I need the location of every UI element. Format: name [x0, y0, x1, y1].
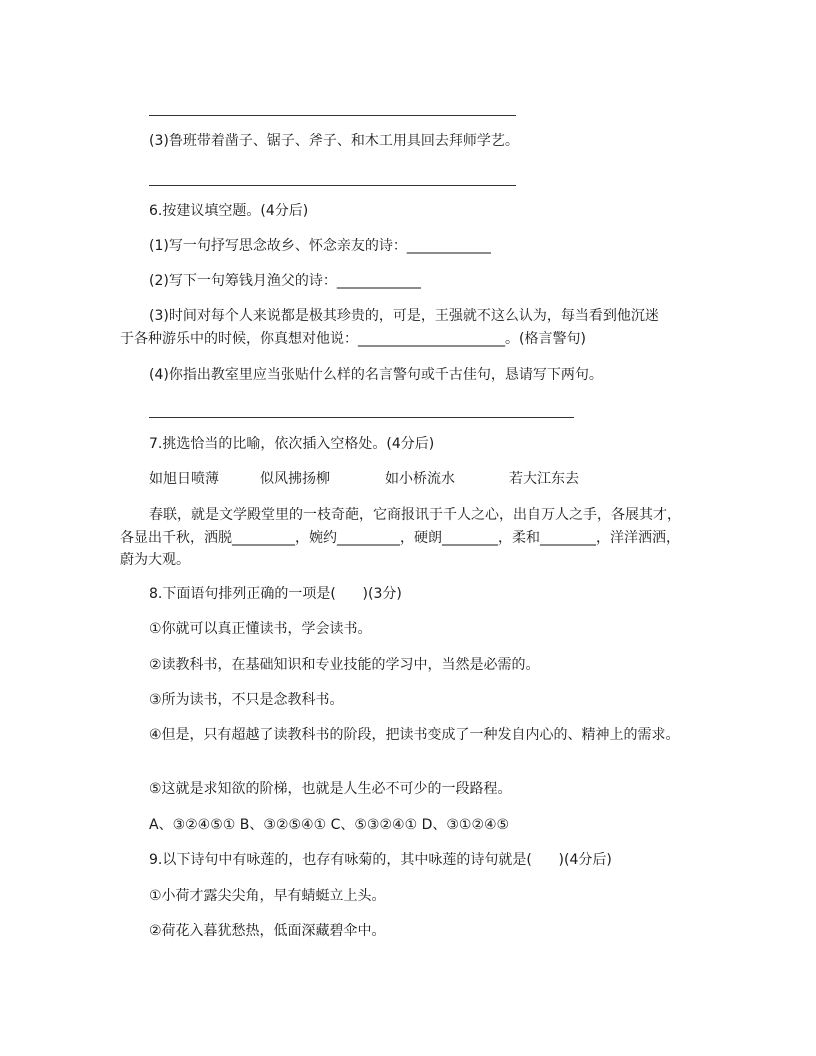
question-7-paragraph-line-3: 蔚为大观。 — [120, 552, 190, 568]
question-8-sentence-4: ④但是，只有超越了读教科书的阶段，把读书变成了一种发自内心的、精神上的需求。 — [149, 727, 680, 743]
question-6-item-3-line-2: 于各种游乐中的时候，你真想对他说：_____________________。(格言警句) — [120, 331, 586, 347]
question-8-sentence-2: ②读教科书，在基础知识和专业技能的学习中，当然是必需的。 — [149, 657, 540, 673]
question-6-title: 6.按建议填空题。(4分后) — [149, 203, 309, 219]
answer-line — [149, 115, 516, 116]
question-7-option-1: 如旭日喷薄 — [149, 471, 219, 487]
question-6-item-2: (2)写下一句筹钱月渔父的诗：____________ — [149, 273, 421, 289]
question-7-title: 7.挑选恰当的比喻，依次插入空格处。(4分后) — [149, 436, 435, 452]
question-6-item-3-line-1: (3)时间对每个人来说都是极其珍贵的，可是，王强就不这么认为，每当看到他沉迷 — [149, 308, 659, 324]
question-6-item-1: (1)写一句抒写思念故乡、怀念亲友的诗：____________ — [149, 238, 491, 254]
question-9-line-2: ②荷花入暮犹愁热，低面深藏碧伞中。 — [149, 923, 386, 939]
question-7-option-2: 似风拂扬柳 — [260, 471, 330, 487]
question-8-options: A、③②④⑤① B、③②⑤④① C、⑤③②④① D、③①②④⑤ — [149, 817, 510, 833]
question-5-item-3: (3)鲁班带着凿子、锯子、斧子、和木工用具回去拜师学艺。 — [149, 133, 519, 149]
question-8-sentence-3: ③所为读书，不只是念教科书。 — [149, 692, 344, 708]
question-9-title: 9.以下诗句中有咏莲的，也存有咏菊的，其中咏莲的诗句就是( )(4分后) — [149, 852, 612, 868]
answer-line — [149, 417, 574, 418]
question-6-item-4: (4)你指出教室里应当张贴什么样的名言警句或千古佳句，恳请写下两句。 — [149, 367, 603, 383]
question-7-paragraph-line-2: 各显出千秋，洒脱_________，婉约_________，硬朗________，柔和________，洋洋洒洒， — [120, 530, 680, 546]
question-8-title: 8.下面语句排列正确的一项是( )(3分) — [149, 586, 402, 602]
question-7-paragraph-line-1: 春联，就是文学殿堂里的一枝奇葩，它商报讯于千人之心，出自万人之手，各展其才， — [149, 507, 681, 523]
question-7-option-4: 若大江东去 — [509, 471, 579, 487]
question-7-option-3: 如小桥流水 — [385, 471, 455, 487]
question-8-sentence-5: ⑤这就是求知欲的阶梯，也就是人生必不可少的一段路程。 — [149, 781, 512, 797]
question-9-line-1: ①小荷才露尖尖角，早有蜻蜓立上头。 — [149, 888, 386, 904]
question-8-sentence-1: ①你就可以真正懂读书，学会读书。 — [149, 621, 372, 637]
answer-line — [149, 185, 516, 186]
